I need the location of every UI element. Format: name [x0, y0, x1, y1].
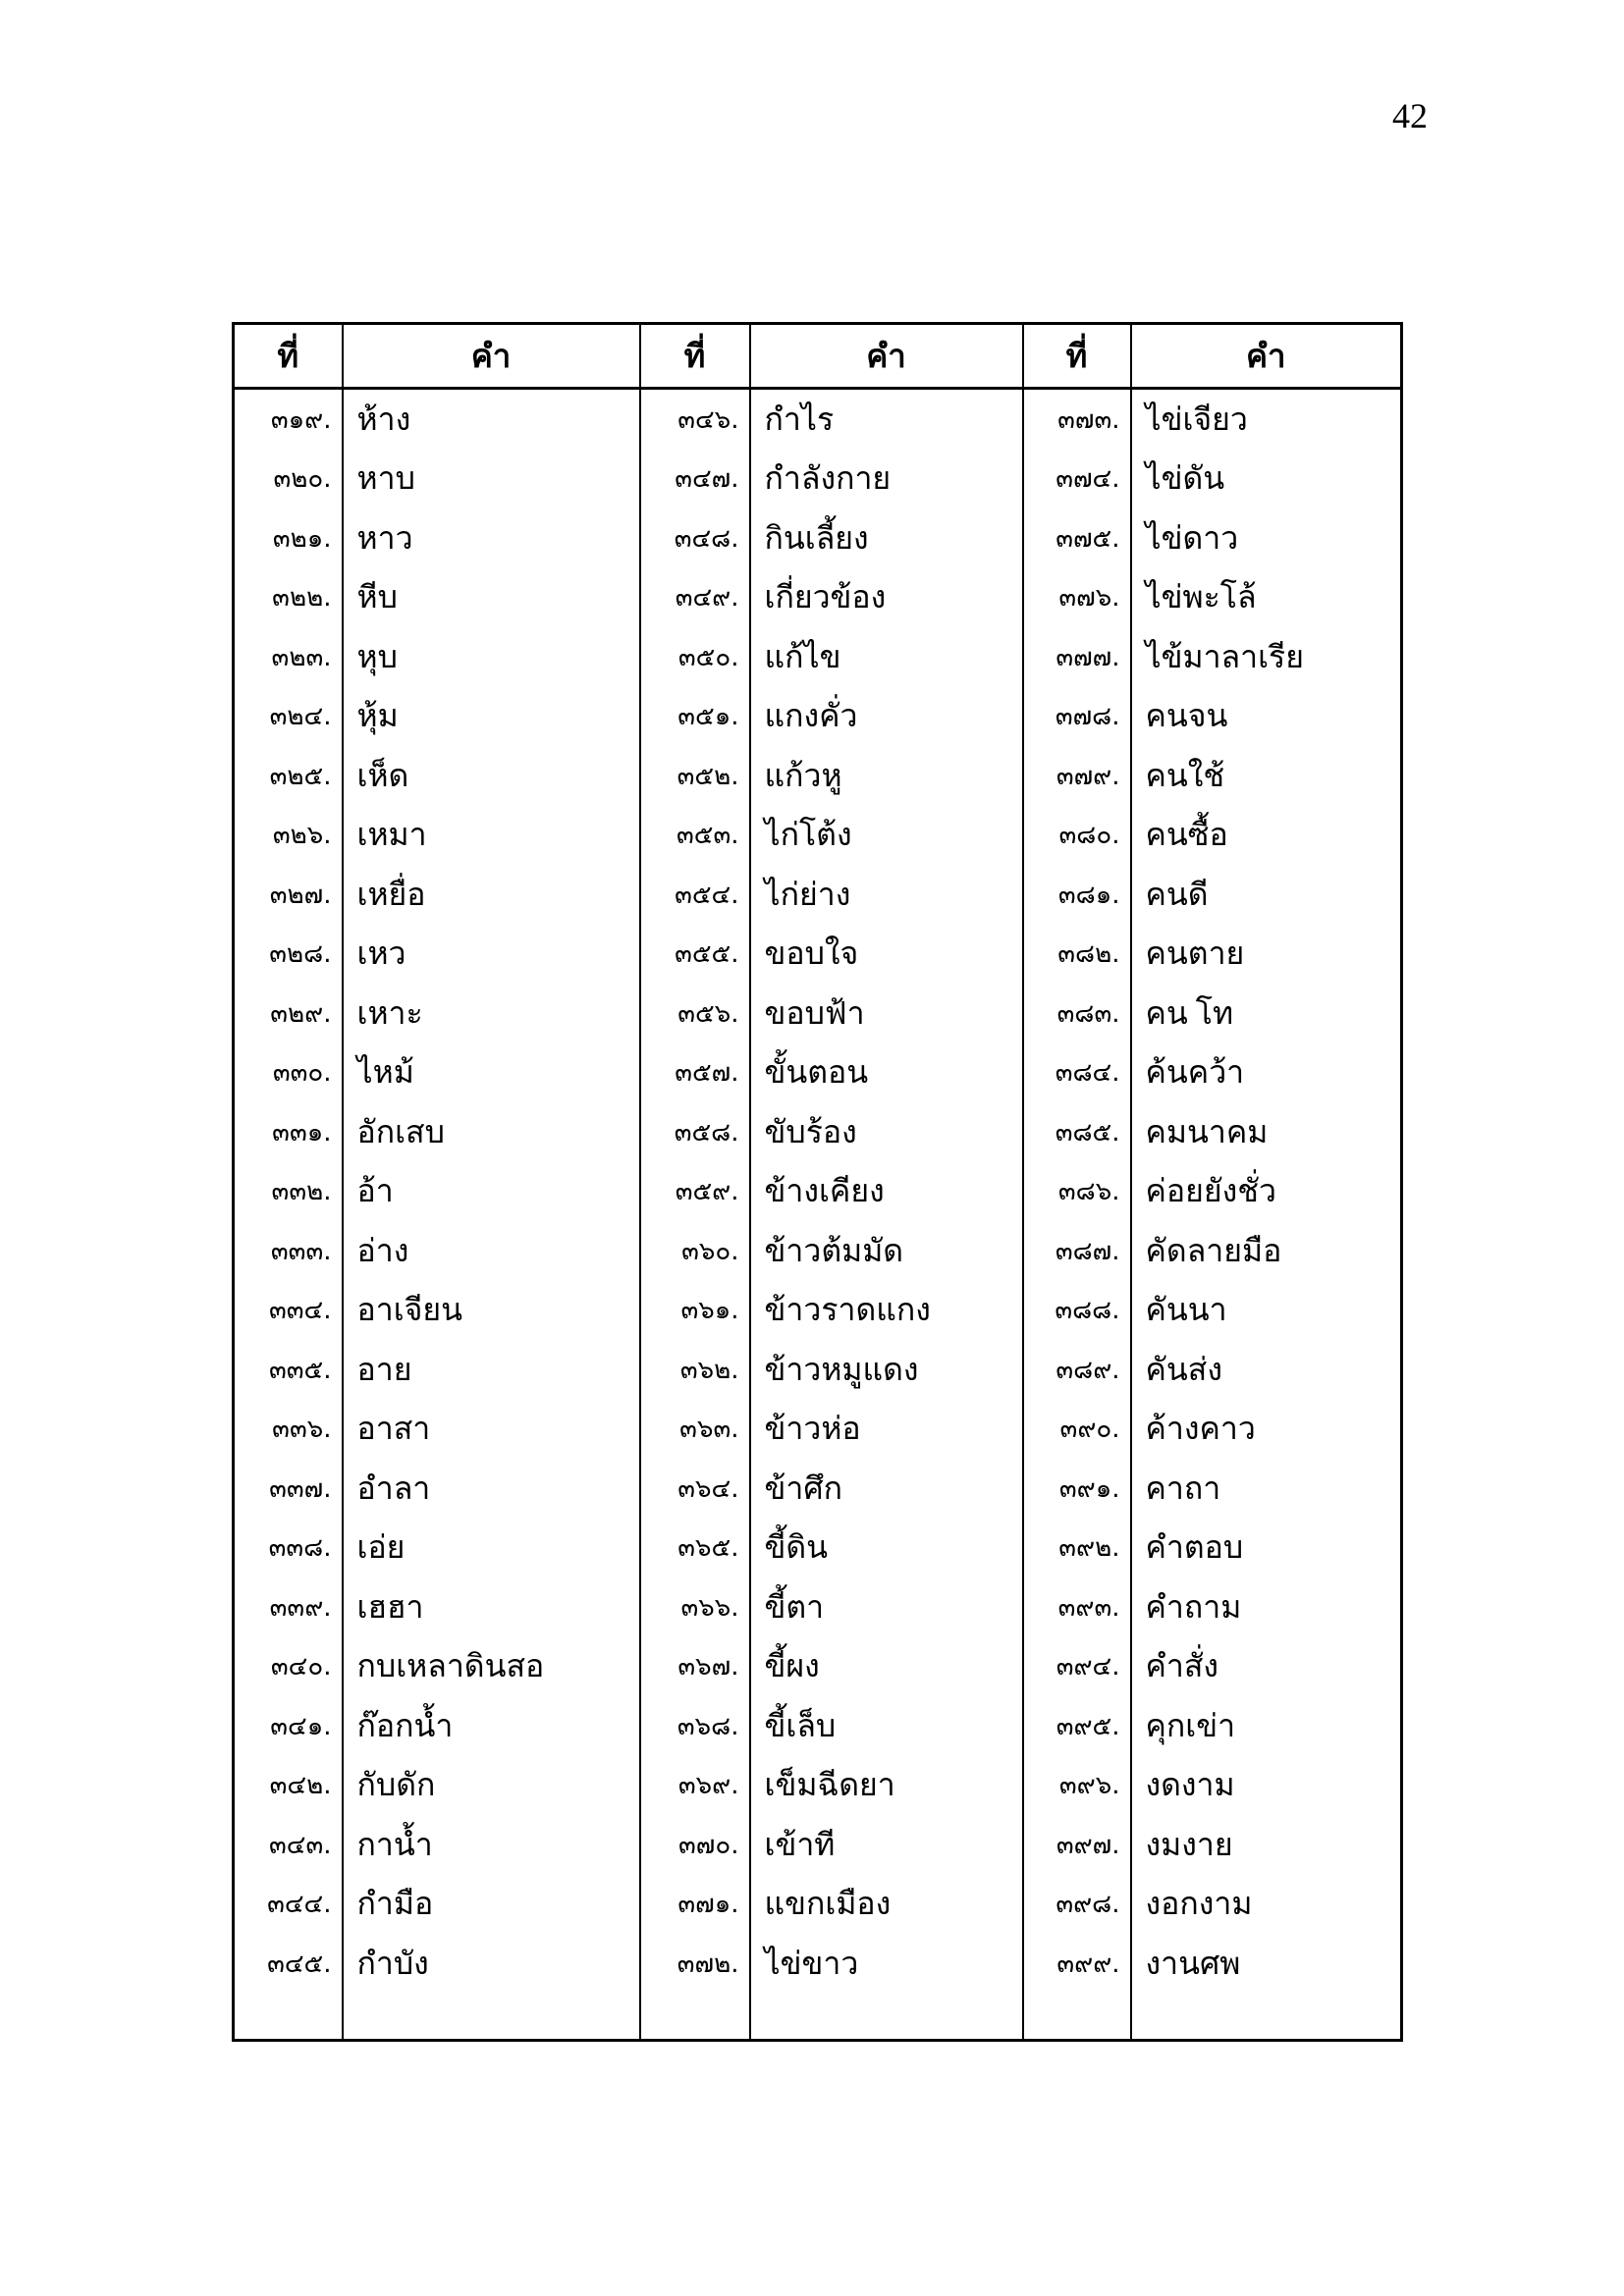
- table-row: [234, 1340, 1402, 1400]
- entry-word: กำไร: [750, 389, 1023, 450]
- entry-number: ๓๔๑.: [234, 1696, 343, 1756]
- entry-number: ๓๕๑.: [640, 687, 750, 747]
- table-padding-row: [234, 1994, 1402, 2041]
- entry-word: ขอบฟ้า: [750, 984, 1023, 1043]
- entry-number: ๓๗๐.: [640, 1815, 750, 1875]
- entry-word: อักเสบ: [343, 1102, 640, 1162]
- entry-word: ไข่พะโล้: [1131, 568, 1402, 628]
- entry-word: กาน้ำ: [343, 1815, 640, 1875]
- entry-word: หาบ: [343, 450, 640, 509]
- entry-word: เข็มฉีดยา: [750, 1756, 1023, 1816]
- entry-word: งมงาย: [1131, 1815, 1402, 1875]
- entry-number: ๓๑๙.: [234, 389, 343, 450]
- table-row: [234, 806, 1402, 866]
- entry-number: ๓๙๒.: [1023, 1519, 1131, 1578]
- entry-number: ๓๓๙.: [234, 1577, 343, 1637]
- entry-word: ข้าวหมูแดง: [750, 1340, 1023, 1400]
- entry-number: ๓๙๐.: [1023, 1400, 1131, 1460]
- entry-word: เห็ด: [343, 746, 640, 806]
- entry-number: ๓๘๐.: [1023, 806, 1131, 866]
- entry-number: ๓๕๗.: [640, 1043, 750, 1103]
- header-number: ที่: [234, 324, 343, 389]
- entry-word: ไหม้: [343, 1043, 640, 1103]
- entry-word: ขอบใจ: [750, 925, 1023, 985]
- table-row: [234, 568, 1402, 628]
- entry-number: ๓๕๖.: [640, 984, 750, 1043]
- entry-number: ๓๙๙.: [1023, 1934, 1131, 1994]
- table-row: [234, 389, 1402, 450]
- entry-number: ๓๗๓.: [1023, 389, 1131, 450]
- entry-number: ๓๖๔.: [640, 1459, 750, 1519]
- entry-number: ๓๕๘.: [640, 1102, 750, 1162]
- entry-word: แก้วหู: [750, 746, 1023, 806]
- entry-number: ๓๒๒.: [234, 568, 343, 628]
- entry-word: แขกเมือง: [750, 1875, 1023, 1935]
- table-row: [234, 1221, 1402, 1281]
- entry-number: ๓๗๗.: [1023, 627, 1131, 687]
- entry-word: ขี้เล็บ: [750, 1696, 1023, 1756]
- entry-word: เอ่ย: [343, 1519, 640, 1578]
- entry-number: ๓๓๓.: [234, 1221, 343, 1281]
- entry-number: ๓๕๕.: [640, 925, 750, 985]
- entry-number: ๓๘๑.: [1023, 865, 1131, 925]
- entry-number: ๓๓๒.: [234, 1162, 343, 1222]
- entry-word: ข้างเคียง: [750, 1162, 1023, 1222]
- entry-number: ๓๕๐.: [640, 627, 750, 687]
- entry-word: ไข่เจียว: [1131, 389, 1402, 450]
- entry-word: คน โท: [1131, 984, 1402, 1043]
- entry-word: ขับร้อง: [750, 1102, 1023, 1162]
- entry-word: เข้าที: [750, 1815, 1023, 1875]
- entry-word: กินเลี้ยง: [750, 508, 1023, 568]
- entry-number: ๓๕๒.: [640, 746, 750, 806]
- entry-number: ๓๔๓.: [234, 1815, 343, 1875]
- entry-word: เหาะ: [343, 984, 640, 1043]
- entry-number: ๓๕๔.: [640, 865, 750, 925]
- entry-number: ๓๙๓.: [1023, 1577, 1131, 1637]
- entry-word: กำมือ: [343, 1875, 640, 1935]
- table-row: [234, 1934, 1402, 1994]
- entry-number: ๓๓๕.: [234, 1340, 343, 1400]
- entry-number: ๓๔๘.: [640, 508, 750, 568]
- entry-word: คำตอบ: [1131, 1519, 1402, 1578]
- entry-number: ๓๘๖.: [1023, 1162, 1131, 1222]
- entry-word: เกี่ยวข้อง: [750, 568, 1023, 628]
- page-number: 42: [1392, 96, 1428, 135]
- entry-number: ๓๗๔.: [1023, 450, 1131, 509]
- entry-word: คนใช้: [1131, 746, 1402, 806]
- entry-number: ๓๗๒.: [640, 1934, 750, 1994]
- entry-word: กำบัง: [343, 1934, 640, 1994]
- entry-word: ไก่ย่าง: [750, 865, 1023, 925]
- entry-number: ๓๒๑.: [234, 508, 343, 568]
- entry-number: ๓๒๐.: [234, 450, 343, 509]
- entry-word: หุ้ม: [343, 687, 640, 747]
- entry-number: ๓๙๘.: [1023, 1875, 1131, 1935]
- empty-cell: [343, 1994, 640, 2041]
- entry-word: กำลังกาย: [750, 450, 1023, 509]
- empty-cell: [1023, 1994, 1131, 2041]
- table-row: [234, 1577, 1402, 1637]
- empty-cell: [1131, 1994, 1402, 2041]
- entry-number: ๓๔๕.: [234, 1934, 343, 1994]
- table-row: [234, 984, 1402, 1043]
- entry-word: ค้างคาว: [1131, 1400, 1402, 1460]
- entry-word: ข้าวต้มมัด: [750, 1221, 1023, 1281]
- entry-number: ๓๒๓.: [234, 627, 343, 687]
- entry-number: ๓๕๓.: [640, 806, 750, 866]
- entry-word: คำสั่ง: [1131, 1637, 1402, 1697]
- entry-number: ๓๘๙.: [1023, 1340, 1131, 1400]
- entry-number: ๓๗๘.: [1023, 687, 1131, 747]
- entry-number: ๓๘๗.: [1023, 1221, 1131, 1281]
- header-word: คำ: [1131, 324, 1402, 389]
- entry-number: ๓๔๗.: [640, 450, 750, 509]
- entry-word: หุบ: [343, 627, 640, 687]
- entry-word: งานศพ: [1131, 1934, 1402, 1994]
- table-row: [234, 1281, 1402, 1341]
- entry-number: ๓๒๕.: [234, 746, 343, 806]
- entry-number: ๓๒๔.: [234, 687, 343, 747]
- entry-number: ๓๖๖.: [640, 1577, 750, 1637]
- table-row: [234, 865, 1402, 925]
- entry-word: คนจน: [1131, 687, 1402, 747]
- table-body: [234, 389, 1402, 2041]
- entry-number: ๓๙๖.: [1023, 1756, 1131, 1816]
- entry-number: ๓๒๗.: [234, 865, 343, 925]
- entry-number: ๓๖๐.: [640, 1221, 750, 1281]
- entry-number: ๓๘๒.: [1023, 925, 1131, 985]
- table-row: [234, 450, 1402, 509]
- entry-number: ๓๘๘.: [1023, 1281, 1131, 1341]
- entry-number: ๓๒๘.: [234, 925, 343, 985]
- entry-number: ๓๗๕.: [1023, 508, 1131, 568]
- entry-number: ๓๙๑.: [1023, 1459, 1131, 1519]
- entry-number: ๓๖๑.: [640, 1281, 750, 1341]
- entry-word: คนดี: [1131, 865, 1402, 925]
- entry-word: คมนาคม: [1131, 1102, 1402, 1162]
- entry-number: ๓๘๔.: [1023, 1043, 1131, 1103]
- table-row: [234, 1162, 1402, 1222]
- entry-word: ห้าง: [343, 389, 640, 450]
- entry-word: ไข่ดัน: [1131, 450, 1402, 509]
- entry-word: งอกงาม: [1131, 1875, 1402, 1935]
- entry-word: กับดัก: [343, 1756, 640, 1816]
- entry-word: คันนา: [1131, 1281, 1402, 1341]
- entry-word: คัดลายมือ: [1131, 1221, 1402, 1281]
- entry-word: ไข้มาลาเรีย: [1131, 627, 1402, 687]
- empty-cell: [640, 1994, 750, 2041]
- table-row: [234, 1637, 1402, 1697]
- entry-number: ๓๓๔.: [234, 1281, 343, 1341]
- word-table: [232, 322, 1403, 2042]
- entry-word: หาว: [343, 508, 640, 568]
- entry-number: ๓๗๙.: [1023, 746, 1131, 806]
- entry-number: ๓๗๑.: [640, 1875, 750, 1935]
- entry-word: ไก่โต้ง: [750, 806, 1023, 866]
- entry-word: คนตาย: [1131, 925, 1402, 985]
- entry-word: ขี้ดิน: [750, 1519, 1023, 1578]
- entry-number: ๓๖๓.: [640, 1400, 750, 1460]
- table-row: [234, 627, 1402, 687]
- entry-word: ขี้ผง: [750, 1637, 1023, 1697]
- table-row: [234, 508, 1402, 568]
- table-row: [234, 1875, 1402, 1935]
- empty-cell: [750, 1994, 1023, 2041]
- entry-word: อ่าง: [343, 1221, 640, 1281]
- entry-word: ค้นคว้า: [1131, 1043, 1402, 1103]
- entry-number: ๓๘๕.: [1023, 1102, 1131, 1162]
- entry-word: ข้าวราดแกง: [750, 1281, 1023, 1341]
- entry-number: ๓๔๔.: [234, 1875, 343, 1935]
- entry-word: ขี้ตา: [750, 1577, 1023, 1637]
- entry-number: ๓๖๒.: [640, 1340, 750, 1400]
- entry-number: ๓๓๑.: [234, 1102, 343, 1162]
- entry-number: ๓๗๖.: [1023, 568, 1131, 628]
- table-row: [234, 1756, 1402, 1816]
- entry-number: ๓๓๘.: [234, 1519, 343, 1578]
- entry-word: กบเหลาดินสอ: [343, 1637, 640, 1697]
- entry-word: ไข่ดาว: [1131, 508, 1402, 568]
- entry-number: ๓๔๒.: [234, 1756, 343, 1816]
- table-row: [234, 746, 1402, 806]
- table-row: [234, 1459, 1402, 1519]
- entry-word: อาเจียน: [343, 1281, 640, 1341]
- table-row: [234, 1519, 1402, 1578]
- entry-word: หีบ: [343, 568, 640, 628]
- header-word: คำ: [343, 324, 640, 389]
- entry-word: อาย: [343, 1340, 640, 1400]
- empty-cell: [234, 1994, 343, 2041]
- entry-word: งดงาม: [1131, 1756, 1402, 1816]
- table-row: [234, 1400, 1402, 1460]
- entry-number: ๓๔๐.: [234, 1637, 343, 1697]
- entry-word: อำลา: [343, 1459, 640, 1519]
- header-number: ที่: [640, 324, 750, 389]
- entry-word: แก้ไข: [750, 627, 1023, 687]
- entry-number: ๓๒๖.: [234, 806, 343, 866]
- entry-word: เหมา: [343, 806, 640, 866]
- entry-number: ๓๖๕.: [640, 1519, 750, 1578]
- entry-word: ก๊อกน้ำ: [343, 1696, 640, 1756]
- entry-word: อาสา: [343, 1400, 640, 1460]
- entry-word: ข้าวห่อ: [750, 1400, 1023, 1460]
- header-word: คำ: [750, 324, 1023, 389]
- table-row: [234, 1696, 1402, 1756]
- entry-word: ค่อยยังชั่ว: [1131, 1162, 1402, 1222]
- entry-word: คาถา: [1131, 1459, 1402, 1519]
- entry-number: ๓๓๗.: [234, 1459, 343, 1519]
- entry-word: คุกเข่า: [1131, 1696, 1402, 1756]
- entry-word: คำถาม: [1131, 1577, 1402, 1637]
- entry-number: ๓๙๔.: [1023, 1637, 1131, 1697]
- entry-word: ขั้นตอน: [750, 1043, 1023, 1103]
- table-row: [234, 1815, 1402, 1875]
- entry-word: เฮฮา: [343, 1577, 640, 1637]
- entry-number: ๓๖๙.: [640, 1756, 750, 1816]
- entry-number: ๓๙๕.: [1023, 1696, 1131, 1756]
- entry-number: ๓๖๗.: [640, 1637, 750, 1697]
- table-header-row: [234, 324, 1402, 389]
- entry-word: เหยื่อ: [343, 865, 640, 925]
- entry-number: ๓๔๖.: [640, 389, 750, 450]
- table-row: [234, 1102, 1402, 1162]
- entry-number: ๓๒๙.: [234, 984, 343, 1043]
- entry-word: คนซื้อ: [1131, 806, 1402, 866]
- table-row: [234, 1043, 1402, 1103]
- entry-word: อ้า: [343, 1162, 640, 1222]
- entry-number: ๓๖๘.: [640, 1696, 750, 1756]
- entry-word: ไข่ขาว: [750, 1934, 1023, 1994]
- entry-word: แกงคั่ว: [750, 687, 1023, 747]
- entry-number: ๓๓๐.: [234, 1043, 343, 1103]
- entry-number: ๓๕๙.: [640, 1162, 750, 1222]
- table-row: [234, 687, 1402, 747]
- entry-word: เหว: [343, 925, 640, 985]
- header-number: ที่: [1023, 324, 1131, 389]
- entry-word: คันส่ง: [1131, 1340, 1402, 1400]
- entry-number: ๓๙๗.: [1023, 1815, 1131, 1875]
- entry-number: ๓๘๓.: [1023, 984, 1131, 1043]
- table-row: [234, 925, 1402, 985]
- entry-number: ๓๓๖.: [234, 1400, 343, 1460]
- entry-number: ๓๔๙.: [640, 568, 750, 628]
- entry-word: ข้าศึก: [750, 1459, 1023, 1519]
